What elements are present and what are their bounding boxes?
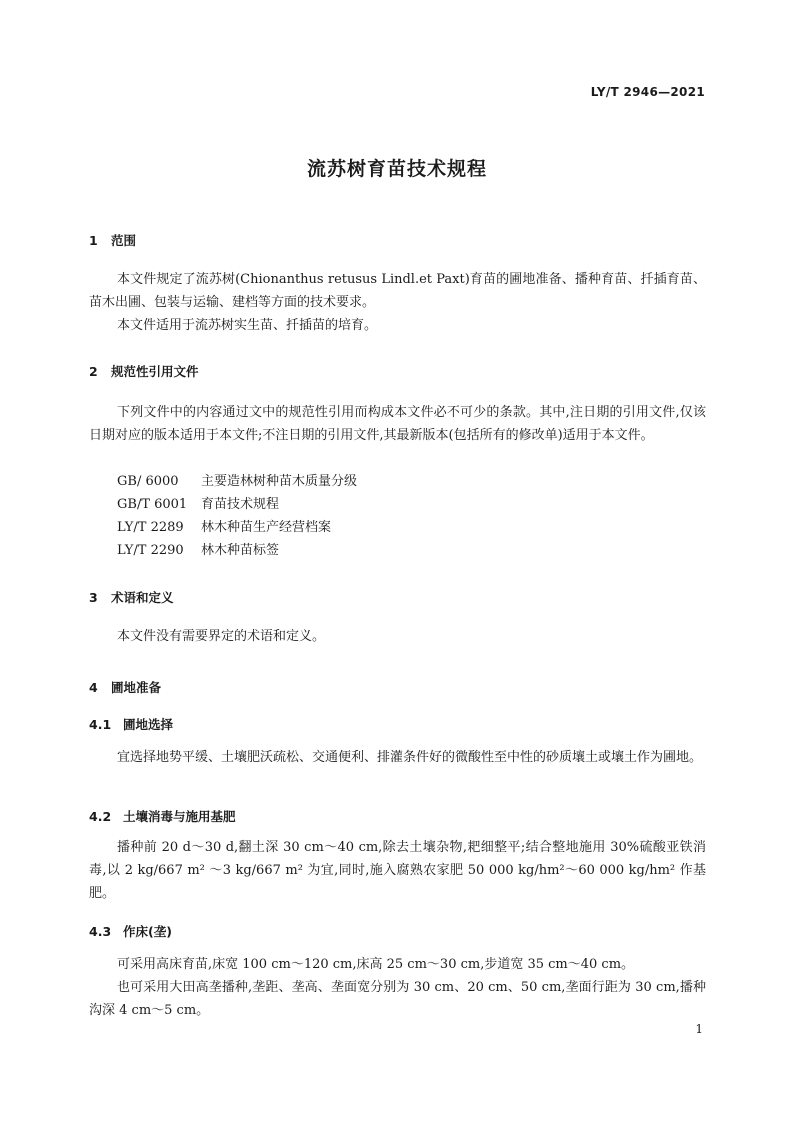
section-title: 圃地准备 — [111, 680, 162, 695]
reference-name: 林木种苗生产经营档案 — [201, 520, 332, 535]
section-3-paragraph-1: 本文件没有需要界定的术语和定义。 — [117, 629, 326, 644]
standard-code: LY/T 2946—2021 — [590, 85, 705, 99]
section-number: 1 — [89, 233, 98, 248]
reference-name: 育苗技术规程 — [201, 497, 280, 512]
reference-code: GB/ 6000 — [117, 474, 179, 489]
reference-code: LY/T 2290 — [117, 543, 184, 558]
section-2-heading — [89, 362, 199, 380]
reference-item — [117, 516, 331, 539]
subsection-4-3-paragraph-2: 也可采用大田高垄播种,垄距、垄高、垄面宽分别为 30 cm、20 cm、50 cm,垄面行距为 30 cm,播种沟深 4 cm～5 cm。 — [89, 980, 706, 1018]
reference-name: 林木种苗标签 — [201, 543, 280, 558]
subsection-4-3-paragraph-1: 可采用高床育苗,床宽 100 cm～120 cm,床高 25 cm～30 cm,步道宽 35 cm～40 cm。 — [117, 957, 635, 972]
subsection-title: 土壤消毒与施用基肥 — [123, 809, 236, 824]
section-title: 术语和定义 — [111, 590, 174, 605]
section-number: 2 — [89, 364, 98, 379]
subsection-number: 4.3 — [89, 924, 112, 939]
subsection-number: 4.1 — [89, 717, 112, 732]
section-title: 范围 — [111, 233, 137, 248]
section-1-heading — [89, 231, 136, 249]
subsection-title: 作床(垄) — [123, 924, 172, 939]
page-number: 1 — [695, 1022, 703, 1036]
section-number: 4 — [89, 680, 98, 695]
document-title: 流苏树育苗技术规程 — [306, 158, 487, 180]
section-1-paragraph-2: 本文件适用于流苏树实生苗、扦插苗的培育。 — [117, 318, 378, 333]
subsection-title: 圃地选择 — [123, 717, 174, 732]
reference-item — [117, 539, 279, 562]
subsection-4-3-heading — [89, 922, 172, 940]
reference-code: LY/T 2289 — [117, 520, 184, 535]
reference-name: 主要造林树种苗木质量分级 — [201, 474, 358, 489]
subsection-4-2-heading — [89, 807, 236, 825]
subsection-4-1-heading — [89, 715, 173, 733]
reference-item — [117, 470, 357, 493]
reference-item — [117, 493, 279, 516]
section-2-paragraph-1: 下列文件中的内容通过文中的规范性引用而构成本文件必不可少的条款。其中,注日期的引用文件,仅该日期对应的版本适用于本文件;不注日期的引用文件,其最新版本(包括所有的修改单)适用于本文件。 — [89, 405, 706, 443]
section-4-heading — [89, 678, 161, 696]
section-number: 3 — [89, 590, 98, 605]
section-1-paragraph-1: 本文件规定了流苏树(Chionanthus retusus Lindl.et Paxt)育苗的圃地准备、播种育苗、扦插育苗、苗木出圃、包装与运输、建档等方面的技术要求。 — [89, 272, 706, 310]
section-3-heading — [89, 588, 174, 606]
subsection-number: 4.2 — [89, 809, 112, 824]
reference-code: GB/T 6001 — [117, 497, 188, 512]
subsection-4-2-paragraph-1: 播种前 20 d～30 d,翻土深 30 cm～40 cm,除去土壤杂物,耙细整平;结合整地施用 30%硫酸亚铁消毒,以 2 kg/667 m² ～3 kg/667 m² 为宜,同时,施入腐熟农家肥 50 000 kg/hm²～60 000 kg/hm² 作基肥。 — [89, 840, 706, 901]
subsection-4-1-paragraph-1: 宜选择地势平缓、土壤肥沃疏松、交通便利、排灌条件好的微酸性至中性的砂质壤土或壤土作为圃地。 — [117, 750, 703, 765]
section-title: 规范性引用文件 — [111, 364, 199, 379]
